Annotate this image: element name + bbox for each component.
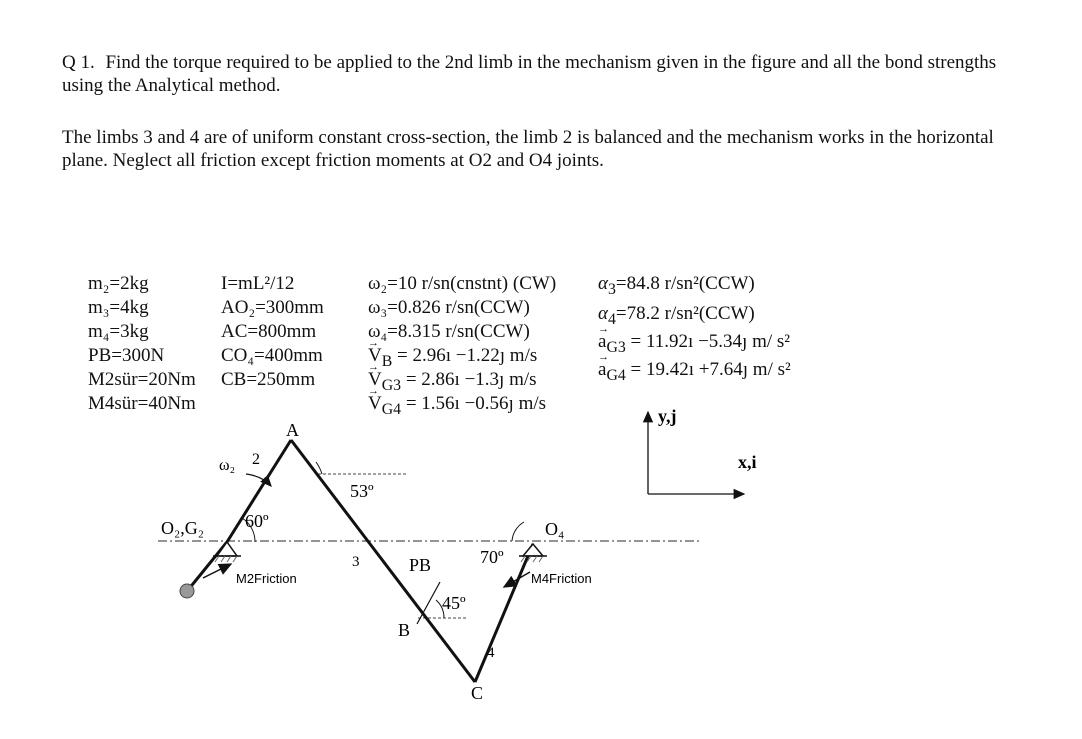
accel-ag4-sub: G4 — [606, 366, 626, 384]
label-a: A — [286, 420, 299, 440]
velocity-vb-value: = 2.96ı −1.22ȷ m/s — [397, 345, 538, 366]
label-angle60: 60º — [245, 511, 269, 531]
question-text-1: Find the torque required to be applied to the 2nd limb in the mechanism given in the figure and all the bond strengths using the Analytical method. — [62, 52, 997, 96]
velocity-vg4-symbol: → V — [368, 392, 382, 416]
question-number: Q 1. — [62, 52, 95, 73]
label-link3: 3 — [352, 554, 360, 570]
label-angle45: 45º — [442, 593, 466, 613]
label-pb: PΒ — [409, 555, 432, 575]
alpha3-sub: 3 — [607, 280, 616, 298]
given-ao2: AO₂=300mm — [221, 297, 324, 318]
label-link4: 4 — [487, 645, 495, 661]
label-link2: 2 — [252, 451, 260, 468]
label-o4: O₄ — [545, 519, 565, 539]
given-co4: CO₄=400mm — [221, 345, 323, 366]
given-m2: m₂=2kg — [88, 273, 149, 294]
velocity-vb-symbol: → V — [368, 344, 382, 368]
alpha4-value: =78.2 r/sn²(CCW) — [615, 303, 755, 324]
given-inertia: I=mL²/12 — [221, 273, 295, 294]
accel-ag3-sub: G3 — [606, 338, 626, 356]
question-paragraph-2: The limbs 3 and 4 are of uniform constant cross-section, the limb 2 is balanced and the mechanism works in the horizontal plane. Neglect all friction except friction moments at O2 and O4 joints. — [62, 127, 994, 171]
accel-ag4-value: = 19.42ı +7.64ȷ m/ s² — [630, 359, 791, 380]
accel-ag4-symbol: → a — [598, 358, 606, 382]
label-c: C — [471, 683, 484, 703]
arc-70 — [512, 522, 524, 541]
velocity-vg3-sub: G3 — [381, 376, 402, 394]
given-omega2: ω₂=10 r/sn(cnstnt) (CW) — [368, 273, 557, 294]
accel-ag3-value: = 11.92ı −5.34ȷ m/ s² — [630, 331, 790, 352]
label-omega2: ω₂ — [219, 457, 236, 474]
alpha4-sub: 4 — [607, 310, 616, 328]
given-omega4: ω₄=8.315 r/sn(CCW) — [368, 321, 530, 342]
label-angle53: 53º — [350, 481, 374, 501]
accel-ag3-symbol: → a — [598, 330, 606, 354]
given-m2-friction: M2sür=20Nm — [88, 369, 196, 390]
given-m3: m₃=4kg — [88, 297, 149, 318]
label-xi: x,i — [738, 452, 757, 472]
label-o2g2: O₂,G₂ — [161, 518, 205, 538]
given-omega3: ω₃=0.826 r/sn(CCW) — [368, 297, 530, 318]
given-cb: CB=250mm — [221, 369, 316, 390]
velocity-vg4-sub: G4 — [381, 400, 402, 418]
counterweight — [180, 584, 194, 598]
label-b: B — [398, 620, 411, 640]
label-m4-friction: M4Friction — [531, 571, 592, 586]
given-m4-friction: M4sür=40Nm — [88, 393, 196, 414]
alpha3-symbol: α — [598, 273, 608, 294]
given-pb: PΒ=300N — [88, 345, 165, 366]
velocity-vg3-symbol: → V — [368, 368, 382, 392]
velocity-vb-sub: B — [381, 352, 393, 370]
given-m4: m₄=3kg — [88, 321, 149, 342]
velocity-vg4-value: = 1.56ı −0.56ȷ m/s — [405, 393, 547, 414]
alpha3-value: =84.8 r/sn²(CCW) — [615, 273, 755, 294]
label-m2-friction: M2Friction — [236, 571, 297, 586]
alpha4-symbol: α — [598, 303, 608, 324]
label-angle70: 70º — [480, 547, 504, 567]
given-ac: AC=800mm — [221, 321, 317, 342]
pivot-o4 — [519, 544, 547, 562]
velocity-vg3-value: = 2.86ı −1.3ȷ m/s — [405, 369, 537, 390]
label-yj: y,j — [658, 406, 677, 426]
link-3 — [291, 440, 475, 682]
